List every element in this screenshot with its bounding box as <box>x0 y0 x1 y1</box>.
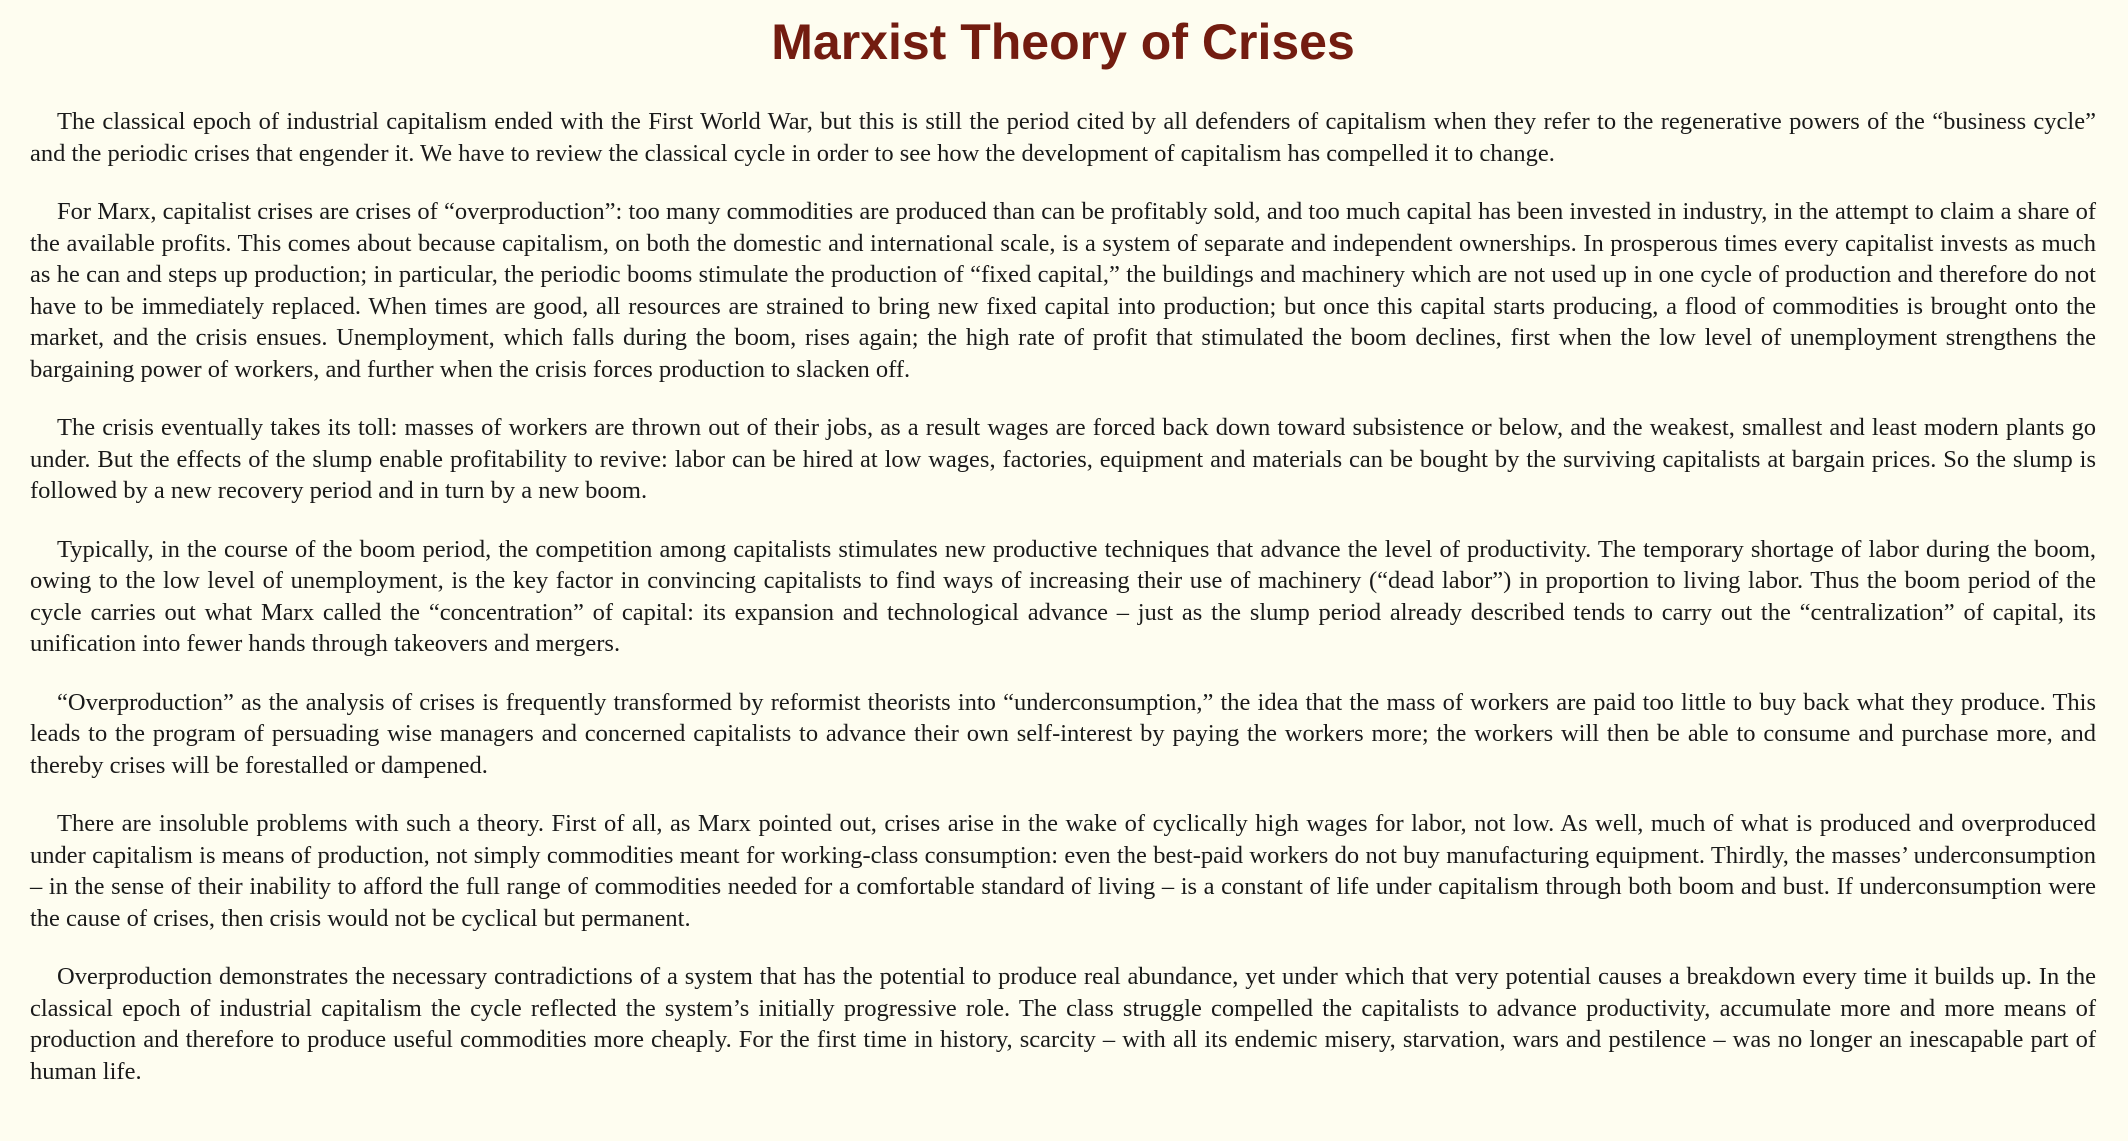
paragraph-contradictions: Overproduction demonstrates the necessary contradictions of a system that has the potential to produce real abundance, yet under which that very potential causes a breakdown every time it builds up. In the classical epoch of industrial capitalism the cycle reflected the system’s initially progressive role. The class struggle compelled the capitalists to advance productivity, accumulate more and more means of production and therefore to produce useful commodities more cheaply. For the first time in history, scarcity – with all its endemic misery, starvation, wars and pestilence – was no longer an inescapable part of human life. <box>30 963 2096 1085</box>
paragraph-classical-epoch: The classical epoch of industrial capitalism ended with the First World War, but this is still the period cited by all defenders of capitalism when they refer to the regenerative powers of the “business cycle” and the periodic crises that engender it. We have to review the classical cycle in order to see how the development of capitalism has compelled it to change. <box>30 108 2096 167</box>
paragraph-overproduction: For Marx, capitalist crises are crises of “overproduction”: too many commodities are produced than can be profitably sold, and too much capital has been invested in industry, in the attempt to claim a share of the available profits. This comes about because capitalism, on both the domestic and international scale, is a system of separate and independent ownerships. In prosperous times every capitalist invests as much as he can and steps up production; in particular, the periodic booms stimulate the production of “fixed capital,” the buildings and machinery which are not used up in one cycle of production and therefore do not have to be immediately replaced. When times are good, all resources are strained to bring new fixed capital into production; but once this capital starts producing, a flood of commodities is brought onto the market, and the crisis ensues. Unemployment, which falls during the boom, rises again; the high rate of profit that stimulated the boom declines, first when the low level of unemployment strengthens the bargaining power of workers, and further when the crisis forces production to slacken off. <box>30 198 2096 383</box>
paragraph-crisis-toll: The crisis eventually takes its toll: masses of workers are thrown out of their jobs, as a result wages are forced back down toward subsistence or below, and the weakest, smallest and least modern plants go under. But the effects of the slump enable profitability to revive: labor can be hired at low wages, factories, equipment and materials can be bought by the surviving capitalists at bargain prices. So the slump is followed by a new recovery period and in turn by a new boom. <box>30 414 2096 504</box>
paragraph-boom-period: Typically, in the course of the boom period, the competition among capitalists stimulates new productive techniques that advance the level of productivity. The temporary shortage of labor during the boom, owing to the low level of unemployment, is the key factor in convincing capitalists to find ways of increasing their use of machinery (“dead labor”) in proportion to living labor. Thus the boom period of the cycle carries out what Marx called the “concentration” of capital: its expansion and technological advance – just as the slump period already described tends to carry out the “centralization” of capital, its unification into fewer hands through takeovers and mergers. <box>30 535 2096 657</box>
paragraph-underconsumption: “Overproduction” as the analysis of crises is frequently transformed by reformist theorists into “underconsumption,” the idea that the mass of workers are paid too little to buy back what they produce. This leads to the program of persuading wise managers and concerned capitalists to advance their own self-interest by paying the workers more; the workers will then be able to consume and purchase more, and thereby crises will be forestalled or dampened. <box>30 688 2096 779</box>
paragraph-insoluble-problems: There are insoluble problems with such a theory. First of all, as Marx pointed out, crises arise in the wake of cyclically high wages for labor, not low. As well, much of what is produced and overproduced under capitalism is means of production, not simply commodities meant for working-class consumption: even the best-paid workers do not buy manufacturing equipment. Thirdly, the masses’ underconsumption – in the sense of their inability to afford the full range of commodities needed for a comfortable standard of living – is a constant of life under capitalism through both boom and bust. If underconsumption were the cause of crises, then crisis would not be cyclical but permanent. <box>30 810 2096 932</box>
page-title: Marxist Theory of Crises <box>771 14 1355 70</box>
article-body <box>30 106 2096 1087</box>
